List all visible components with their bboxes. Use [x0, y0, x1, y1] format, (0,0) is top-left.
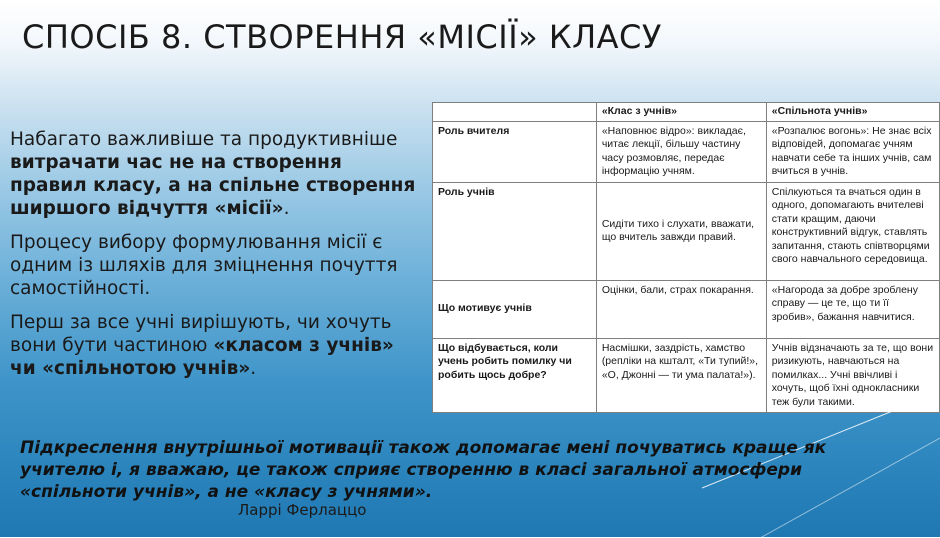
row-label: Роль учнів [433, 182, 597, 280]
cell-community: Спілкуються та вчаться один в одного, допомагають вчителеві стати кращим, даючи конструктивний відгук, ставлять запитання, стають співтворцями свого навчального середовища. [766, 182, 939, 280]
table-header-row [433, 103, 940, 122]
left-text-block [10, 128, 420, 391]
row-label: Що відбувається, коли учень робить помилку чи робить щось добре? [433, 338, 597, 413]
cell-community: «Розпалює вогонь»: Не знає всіх відповідей, допомагає учням навчати себе та інших учнів, сам вчиться в учнів. [766, 121, 939, 182]
table-row [433, 338, 940, 413]
table-row [433, 182, 940, 280]
cell-class: Оцінки, бали, страх покарання. [596, 280, 766, 338]
cell-class: «Наповнює відро»: викладає, читає лекції, більшу частину часу розмовляє, передає інформацію учням. [596, 121, 766, 182]
paragraph-1: Набагато важливіше та продуктивніше витрачати час не на створення правил класу, а на спільне створення ширшого відчуття «місії». [10, 129, 416, 219]
paragraph-2: Процесу вибору формулювання місії є одним із шляхів для зміцнення почуття самостійності. [10, 232, 398, 299]
row-label: Що мотивує учнів [433, 280, 597, 338]
table-row [433, 121, 940, 182]
table-header-empty [433, 103, 597, 122]
table-header-class: «Клас з учнів» [596, 103, 766, 122]
cell-community: Учнів відзначають за те, що вони ризикують, навчаються на помилках... Учні ввічливі і хочуть, щоб їхні однокласники теж були такими. [766, 338, 939, 413]
cell-class: Сидіти тихо і слухати, вважати, що вчитель завжди правий. [596, 182, 766, 280]
table-row [433, 280, 940, 338]
quote-text: Підкреслення внутрішньої мотивації також допомагає мені почуватись краще як учителю і, я вважаю, це також сприяє створенню в класі загальної атмосфери «спільноти учнів», а не «класу з учнями». [20, 438, 827, 502]
table-header-community: «Спільнота учнів» [766, 103, 939, 122]
quote-author: Ларрі Ферлаццо [238, 501, 367, 519]
cell-class: Насмішки, заздрість, хамство (репліки на кшталт, «Ти тупий!», «О, Джонні — ти ума палата!»). [596, 338, 766, 413]
cell-community: «Нагорода за добре зроблену справу — це те, що ти її зробив», бажання навчитися. [766, 280, 939, 338]
comparison-table [432, 102, 940, 413]
slide-title: СПОСІБ 8. СТВОРЕННЯ «МІСІЇ» КЛАСУ [22, 18, 662, 56]
paragraph-3: Перш за все учні вирішують, чи хочуть вони бути частиною «класом з учнів» чи «спільнотою учнів». [10, 312, 394, 379]
row-label: Роль вчителя [433, 121, 597, 182]
